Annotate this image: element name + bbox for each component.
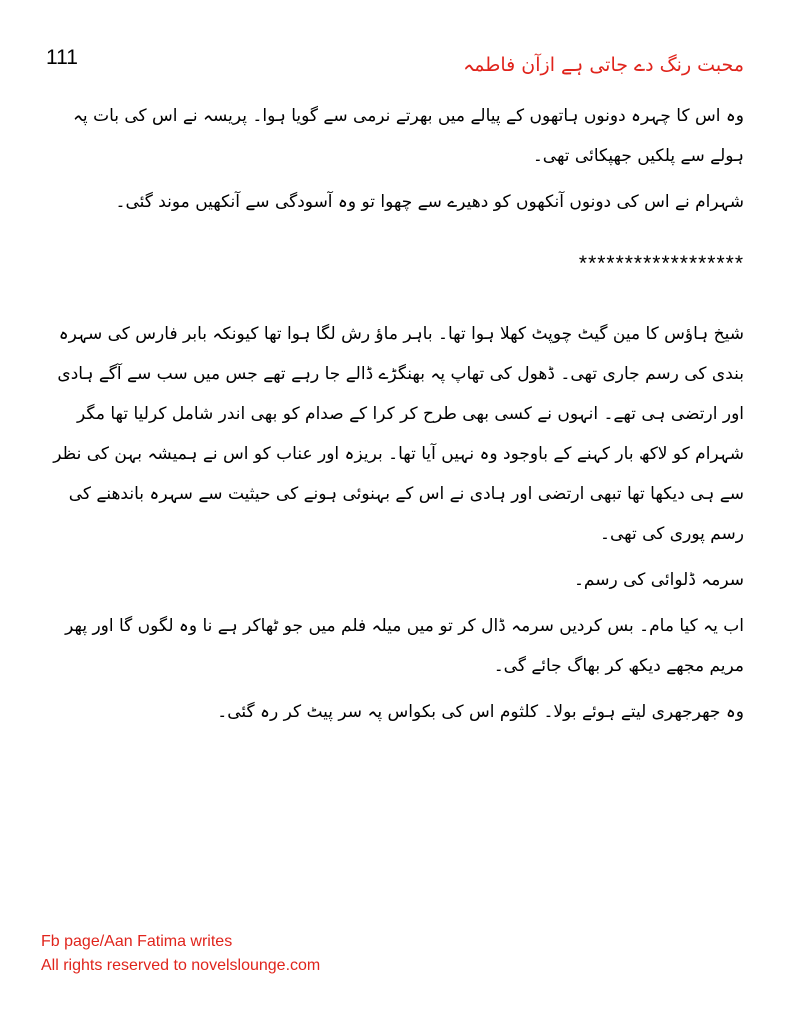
- paragraph: وہ اس کا چہرہ دونوں ہاتھوں کے پیالے میں بھرتے نرمی سے گویا ہوا۔ پریسہ نے اس کی بات پہ ہولے سے پلکیں جھپکائی تھی۔: [72, 106, 744, 166]
- paragraph: شیخ ہاؤس کا مین گیٹ چوپٹ کھلا ہوا تھا۔ باہر ماؤ رش لگا ہوا تھا کیونکہ بابر فارس کی سہرہ بندی کی رسم جاری تھی۔ ڈھول کی تھاپ پہ بھنگڑے ڈالے جا رہے تھے جس میں سب سے آگے ہادی اور ارتضی ہی تھے۔ انہوں نے کسی بھی طرح کر کرا کے صدام کو بھی اندر شامل کرلیا تھا مگر شہرام کو لاکھ بار کہنے کے باوجود وہ نہیں آیا تھا۔ بریزہ اور عناب کو اس نے ہمیشہ بہن کی نظر سے ہی دیکھا تھا تبھی ارتضی اور ہادی نے اس کے بہنوئی ہونے کی حیثیت سے سہرہ باندھنے کی رسم پوری کی تھی۔: [53, 324, 744, 544]
- page-number: 111: [46, 46, 78, 69]
- paragraph: اب یہ کیا مام۔ بس کردیں سرمہ ڈال کر تو میں میلہ فلم میں جو ٹھاکر ہے نا وہ لگوں گا اور پھر مریم مجھے دیکھ کر بھاگ جائے گی۔: [65, 616, 744, 676]
- story-body: [40, 96, 744, 738]
- paragraph: سرمہ ڈلوائی کی رسم۔: [573, 570, 744, 590]
- footer-fb-page: Fb page/Aan Fatima writes: [41, 933, 233, 950]
- footer-credits: [41, 930, 320, 978]
- paragraph: وہ جھرجھری لیتے ہوئے بولا۔ کلثوم اس کی بکواس پہ سر پیٹ کر رہ گئی۔: [217, 702, 744, 722]
- paragraph: شہرام نے اس کی دونوں آنکھوں کو دھیرے سے چھوا تو وہ آسودگی سے آنکھیں موند گئی۔: [115, 192, 744, 212]
- scene-separator: ******************: [578, 252, 744, 275]
- book-title-header: محبت رنگ دے جاتی ہے ازآن فاطمہ: [463, 54, 744, 76]
- footer-rights: All rights reserved to novelslounge.com: [41, 957, 321, 974]
